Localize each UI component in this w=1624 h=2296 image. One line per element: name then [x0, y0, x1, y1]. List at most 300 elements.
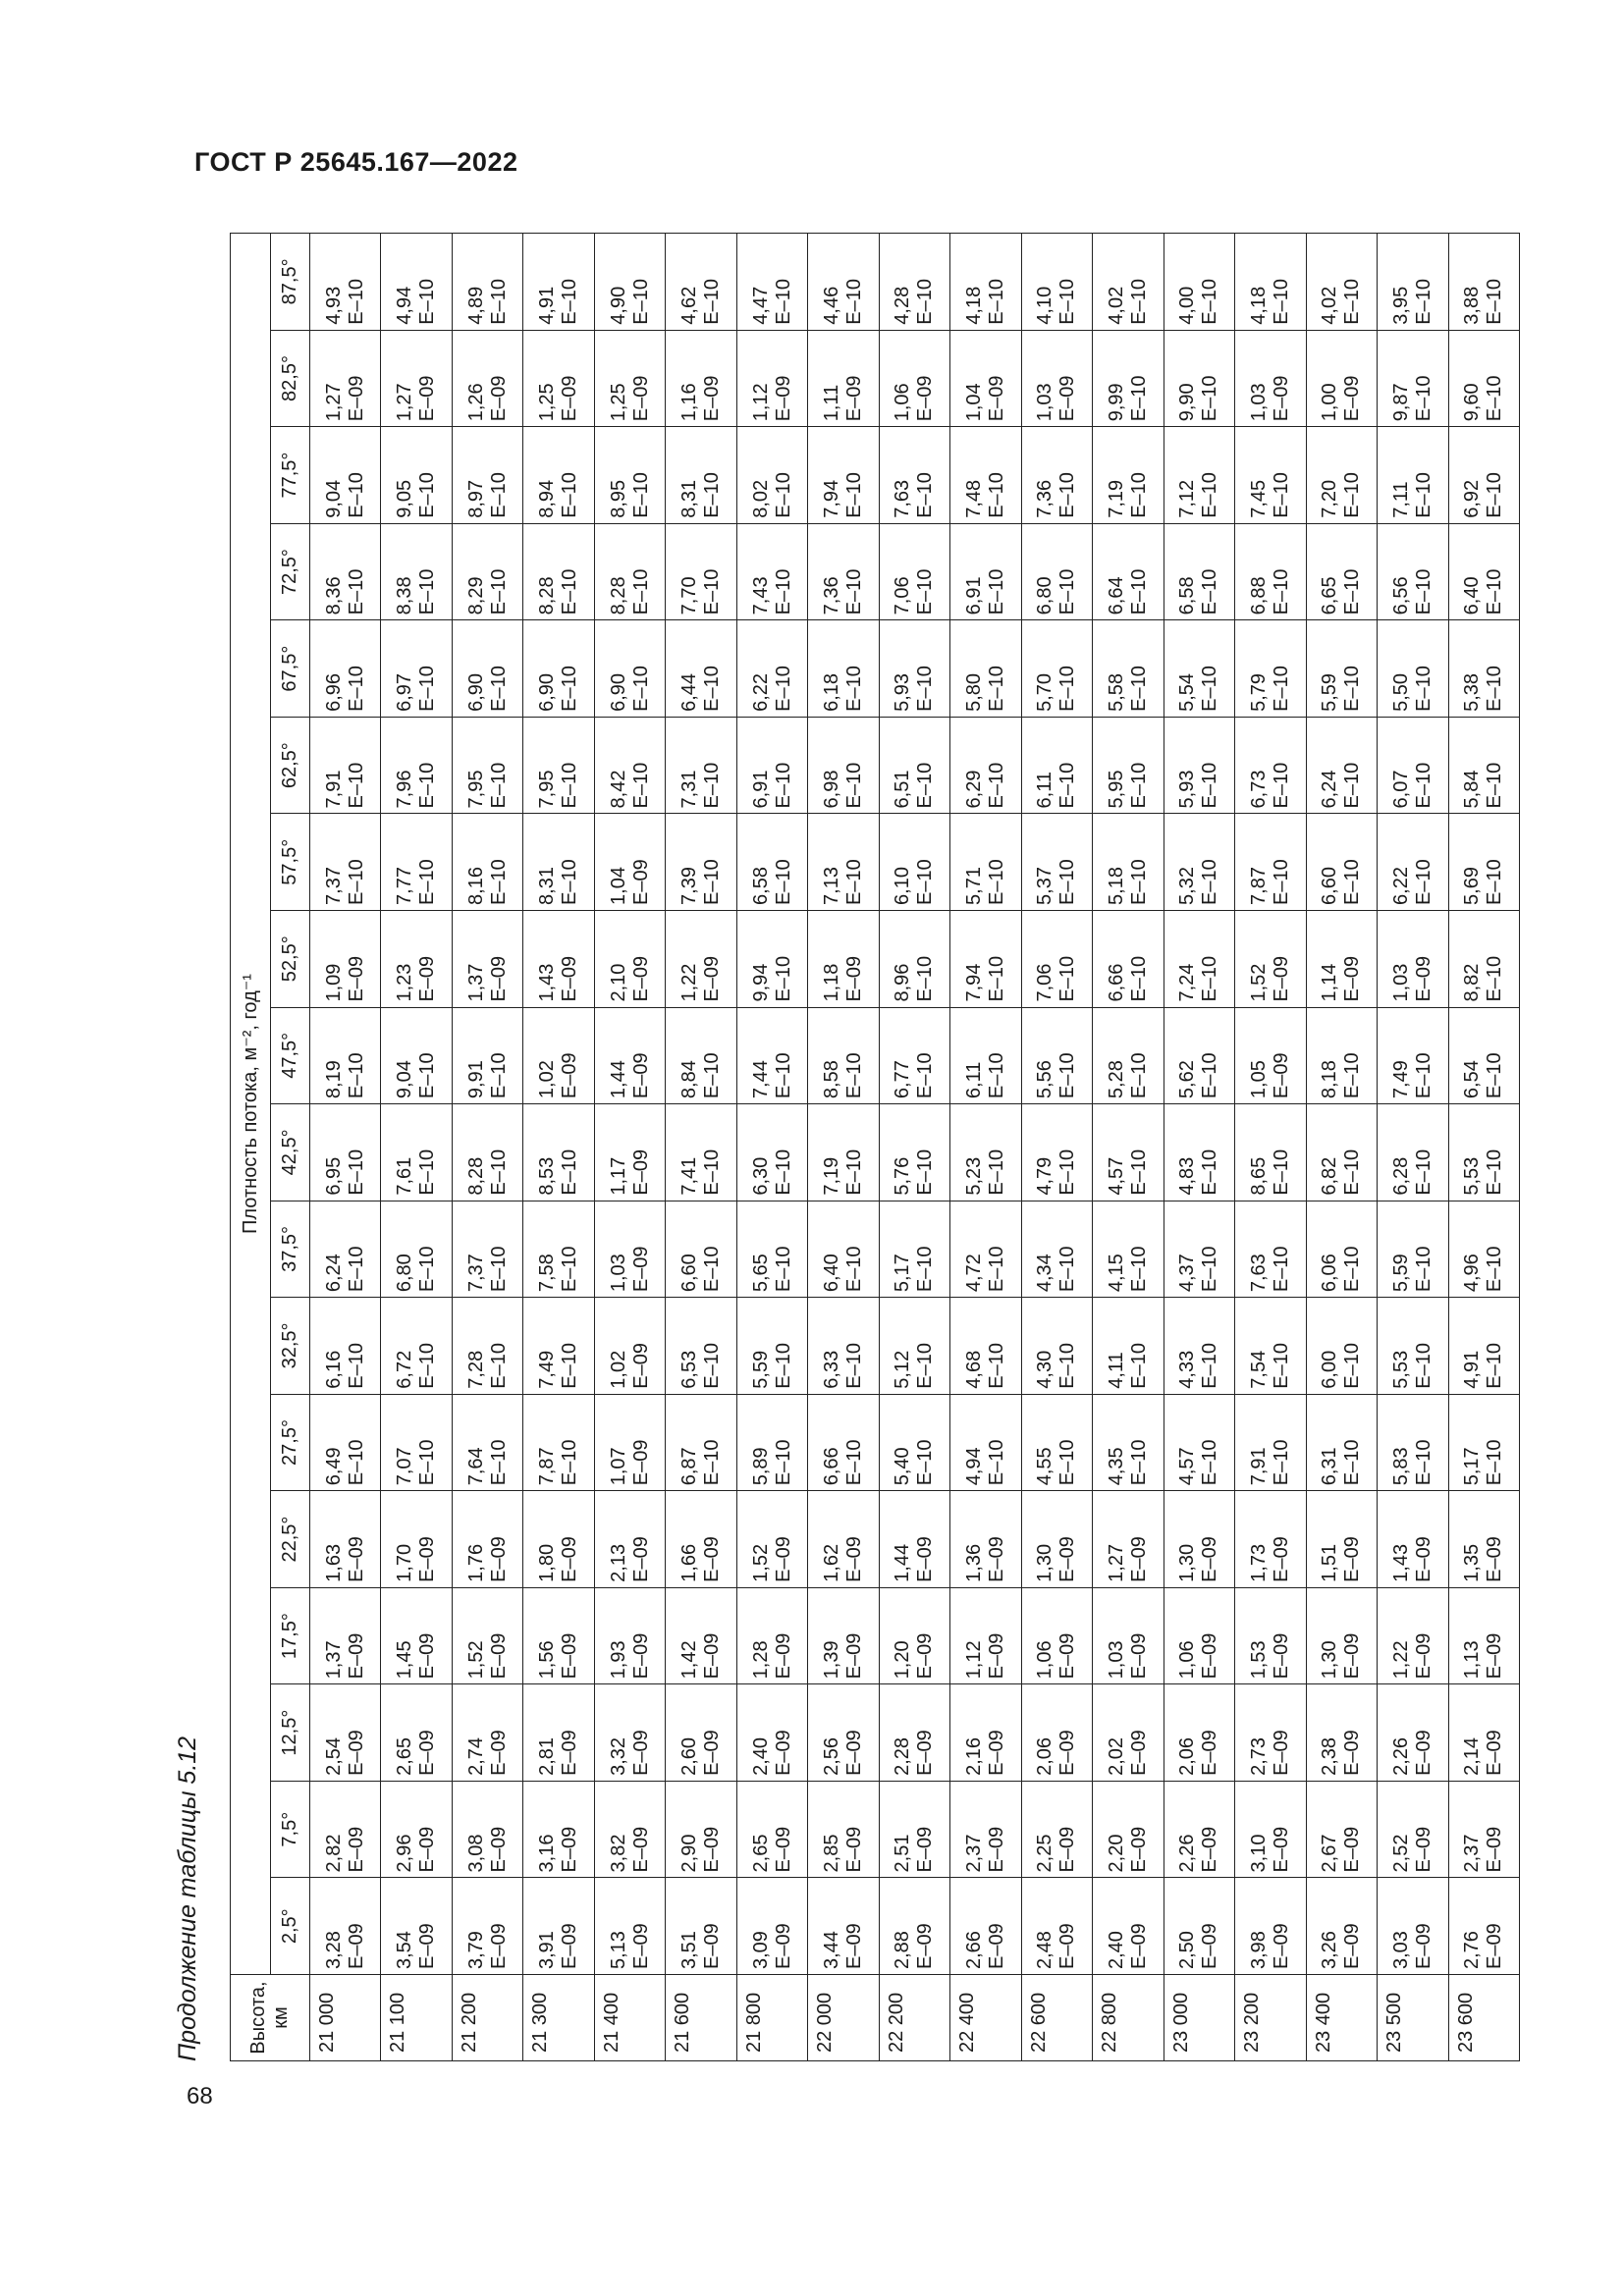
flux-mantissa: 6,88 [1247, 576, 1270, 615]
flux-value-cell [666, 717, 736, 814]
flux-mantissa: 5,13 [607, 1931, 629, 1969]
flux-mantissa: 7,96 [394, 770, 416, 809]
flux-mantissa: 3,08 [464, 1834, 487, 1873]
flux-value-cell [879, 330, 949, 427]
flux-mantissa: 4,94 [394, 286, 416, 325]
flux-value-cell [1378, 717, 1448, 814]
flux-value-cell [950, 1298, 1021, 1395]
flux-value-cell [736, 1878, 807, 1975]
flux-exponent: E–10 [843, 1246, 866, 1293]
flux-mantissa: 1,62 [821, 1543, 843, 1582]
flux-mantissa: 1,52 [464, 1640, 487, 1680]
flux-value-cell [594, 1394, 665, 1491]
flux-exponent: E–10 [1056, 1439, 1079, 1486]
flux-mantissa: 7,06 [1034, 963, 1056, 1002]
flux-exponent: E–10 [487, 568, 510, 615]
flux-value-cell [879, 1878, 949, 1975]
angle-header: 67,5° [271, 620, 310, 718]
flux-value-cell [1093, 1878, 1164, 1975]
altitude-cell: 21 300 [523, 1975, 594, 2061]
flux-value-cell [1093, 1684, 1164, 1782]
flux-exponent: E–10 [1056, 472, 1079, 518]
flux-exponent: E–10 [1341, 1052, 1364, 1099]
flux-exponent: E–10 [843, 1148, 866, 1196]
flux-exponent: E–10 [914, 666, 937, 712]
flux-exponent: E–10 [487, 1052, 510, 1099]
flux-exponent: E–10 [487, 859, 510, 905]
flux-value-cell [1235, 1781, 1306, 1878]
flux-value-cell [666, 1201, 736, 1298]
flux-exponent: E–09 [914, 1632, 937, 1680]
flux-exponent: E–10 [1199, 1439, 1221, 1486]
flux-value-cell [594, 523, 665, 620]
angle-header: 32,5° [271, 1298, 310, 1395]
flux-mantissa: 1,27 [1105, 1543, 1127, 1582]
flux-value-cell [666, 1878, 736, 1975]
table-container [230, 234, 1518, 2061]
flux-exponent: E–10 [985, 859, 1007, 905]
flux-exponent: E–09 [1270, 1826, 1292, 1873]
flux-value-cell [310, 910, 381, 1007]
table-caption: Продолжение таблицы 5.12 [174, 1735, 201, 2061]
flux-exponent: E–10 [1056, 666, 1079, 712]
flux-exponent: E–09 [345, 375, 367, 422]
flux-exponent: E–09 [1127, 1730, 1150, 1776]
table-row [452, 234, 522, 2061]
flux-value-cell [736, 1007, 807, 1104]
flux-value-cell [523, 427, 594, 524]
flux-mantissa: 2,50 [1176, 1931, 1199, 1969]
flux-value-cell [1021, 1298, 1092, 1395]
flux-exponent: E–09 [487, 1923, 510, 1969]
flux-mantissa: 7,87 [536, 1447, 559, 1486]
table-row [1306, 234, 1377, 2061]
flux-exponent: E–10 [701, 568, 724, 615]
flux-exponent: E–10 [1127, 955, 1150, 1002]
flux-value-cell [1448, 234, 1519, 331]
flux-mantissa: 7,64 [464, 1447, 487, 1486]
flux-mantissa: 4,02 [1105, 286, 1127, 325]
flux-mantissa: 8,53 [536, 1156, 559, 1196]
flux-mantissa: 7,31 [678, 770, 701, 809]
flux-exponent: E–10 [1341, 1148, 1364, 1196]
flux-mantissa: 1,00 [1319, 383, 1341, 422]
flux-value-cell [1235, 1684, 1306, 1782]
flux-exponent: E–10 [345, 472, 367, 518]
flux-exponent: E–09 [1199, 1923, 1221, 1969]
flux-mantissa: 1,04 [607, 867, 629, 905]
flux-exponent: E–10 [985, 762, 1007, 809]
flux-value-cell [879, 1298, 949, 1395]
flux-exponent: E–09 [629, 1536, 652, 1582]
flux-mantissa: 7,36 [821, 576, 843, 615]
flux-exponent: E–09 [629, 1052, 652, 1099]
flux-exponent: E–09 [985, 1632, 1007, 1680]
flux-mantissa: 8,29 [464, 576, 487, 615]
flux-value-cell [736, 234, 807, 331]
flux-exponent: E–10 [1199, 762, 1221, 809]
flux-mantissa: 9,60 [1461, 383, 1484, 422]
flux-exponent: E–10 [701, 762, 724, 809]
flux-mantissa: 2,37 [962, 1834, 985, 1873]
flux-value-cell [736, 1104, 807, 1201]
flux-value-cell [523, 1007, 594, 1104]
flux-mantissa: 1,28 [749, 1640, 772, 1680]
flux-value-cell [1448, 523, 1519, 620]
flux-mantissa: 3,10 [1247, 1834, 1270, 1873]
flux-mantissa: 1,45 [394, 1640, 416, 1680]
flux-exponent: E–10 [772, 666, 794, 712]
flux-value-cell [452, 620, 522, 718]
altitude-cell: 21 800 [736, 1975, 807, 2061]
flux-value-cell [1021, 1781, 1092, 1878]
flux-value-cell [381, 1104, 452, 1201]
flux-value-cell [950, 814, 1021, 911]
flux-mantissa: 3,44 [821, 1931, 843, 1969]
flux-mantissa: 7,91 [1247, 1447, 1270, 1486]
flux-exponent: E–09 [701, 1730, 724, 1776]
flux-value-cell [1021, 427, 1092, 524]
flux-mantissa: 5,80 [962, 672, 985, 712]
flux-value-cell [666, 814, 736, 911]
flux-value-cell [523, 717, 594, 814]
flux-mantissa: 5,59 [749, 1350, 772, 1389]
flux-exponent: E–09 [1127, 1826, 1150, 1873]
flux-mantissa: 2,88 [892, 1931, 914, 1969]
flux-exponent: E–10 [1056, 1246, 1079, 1293]
flux-value-cell [523, 1684, 594, 1782]
flux-mantissa: 5,40 [892, 1447, 914, 1486]
flux-exponent: E–10 [487, 472, 510, 518]
flux-mantissa: 7,49 [1389, 1060, 1412, 1099]
flux-value-cell [666, 910, 736, 1007]
flux-value-cell [381, 814, 452, 911]
flux-value-cell [1164, 1684, 1234, 1782]
flux-value-cell [523, 330, 594, 427]
flux-value-cell [1306, 717, 1377, 814]
flux-value-cell [594, 1201, 665, 1298]
flux-value-cell [950, 330, 1021, 427]
flux-value-cell [594, 427, 665, 524]
flux-value-cell [1093, 1201, 1164, 1298]
flux-exponent: E–10 [1412, 666, 1435, 712]
flux-mantissa: 7,24 [1176, 963, 1199, 1002]
flux-value-cell [666, 330, 736, 427]
flux-exponent: E–10 [487, 666, 510, 712]
flux-mantissa: 5,71 [962, 867, 985, 905]
flux-mantissa: 4,57 [1176, 1447, 1199, 1486]
flux-mantissa: 8,42 [607, 770, 629, 809]
flux-value-cell [452, 1491, 522, 1588]
flux-value-cell [808, 234, 879, 331]
flux-value-cell [1021, 717, 1092, 814]
flux-exponent: E–09 [416, 375, 439, 422]
flux-exponent: E–10 [487, 1148, 510, 1196]
flux-exponent: E–09 [1341, 1536, 1364, 1582]
flux-mantissa: 2,28 [892, 1736, 914, 1776]
flux-mantissa: 1,27 [322, 383, 345, 422]
flux-exponent: E–09 [985, 1730, 1007, 1776]
flux-mantissa: 2,65 [749, 1834, 772, 1873]
flux-exponent: E–09 [1412, 1826, 1435, 1873]
flux-mantissa: 1,22 [678, 963, 701, 1002]
flux-value-cell [381, 717, 452, 814]
flux-exponent: E–10 [1412, 1439, 1435, 1486]
flux-exponent: E–10 [416, 1246, 439, 1293]
flux-mantissa: 3,82 [607, 1834, 629, 1873]
flux-mantissa: 8,97 [464, 479, 487, 518]
flux-mantissa: 9,04 [322, 479, 345, 518]
flux-value-cell [381, 1394, 452, 1491]
flux-value-cell [523, 1878, 594, 1975]
flux-mantissa: 3,79 [464, 1931, 487, 1969]
flux-mantissa: 1,63 [322, 1543, 345, 1582]
flux-mantissa: 5,93 [1176, 770, 1199, 809]
flux-mantissa: 2,52 [1389, 1834, 1412, 1873]
flux-value-cell [1093, 1394, 1164, 1491]
flux-mantissa: 1,14 [1319, 963, 1341, 1002]
flux-exponent: E–09 [1341, 1632, 1364, 1680]
flux-value-cell [879, 523, 949, 620]
flux-exponent: E–09 [701, 1536, 724, 1582]
flux-mantissa: 6,53 [678, 1350, 701, 1389]
flux-mantissa: 3,88 [1461, 286, 1484, 325]
flux-mantissa: 8,65 [1247, 1156, 1270, 1196]
flux-value-cell [1306, 1007, 1377, 1104]
table-row [1448, 234, 1519, 2061]
flux-value-cell [1164, 1104, 1234, 1201]
flux-mantissa: 2,40 [749, 1736, 772, 1776]
flux-value-cell [1235, 234, 1306, 331]
flux-exponent: E–10 [701, 472, 724, 518]
flux-value-cell [452, 1394, 522, 1491]
flux-value-cell [1093, 523, 1164, 620]
flux-exponent: E–10 [1199, 278, 1221, 325]
flux-exponent: E–10 [772, 1148, 794, 1196]
flux-exponent: E–09 [487, 1826, 510, 1873]
flux-exponent: E–10 [1056, 1148, 1079, 1196]
flux-value-cell [381, 1684, 452, 1782]
flux-exponent: E–10 [772, 472, 794, 518]
flux-exponent: E–10 [985, 1052, 1007, 1099]
table-row [523, 234, 594, 2061]
flux-mantissa: 2,96 [394, 1834, 416, 1873]
flux-mantissa: 4,93 [322, 286, 345, 325]
flux-value-cell [594, 1878, 665, 1975]
flux-mantissa: 2,02 [1105, 1736, 1127, 1776]
flux-mantissa: 1,43 [536, 963, 559, 1002]
flux-mantissa: 6,30 [749, 1156, 772, 1196]
flux-mantissa: 1,53 [1247, 1640, 1270, 1680]
flux-exponent: E–10 [1127, 859, 1150, 905]
flux-value-cell [666, 1394, 736, 1491]
altitude-cell: 22 400 [950, 1975, 1021, 2061]
flux-value-cell [808, 1587, 879, 1684]
flux-exponent: E–10 [1056, 1052, 1079, 1099]
flux-exponent: E–10 [1270, 472, 1292, 518]
flux-exponent: E–10 [416, 1343, 439, 1389]
flux-exponent: E–10 [772, 955, 794, 1002]
flux-exponent: E–09 [1127, 1536, 1150, 1582]
flux-value-cell [879, 814, 949, 911]
flux-exponent: E–09 [1056, 1730, 1079, 1776]
flux-exponent: E–09 [701, 1826, 724, 1873]
flux-mantissa: 1,18 [821, 963, 843, 1002]
flux-value-cell [879, 620, 949, 718]
flux-value-cell [736, 1491, 807, 1588]
flux-mantissa: 4,90 [607, 286, 629, 325]
flux-mantissa: 8,84 [678, 1060, 701, 1099]
flux-value-cell [1378, 523, 1448, 620]
flux-exponent: E–09 [629, 1730, 652, 1776]
flux-mantissa: 3,32 [607, 1736, 629, 1776]
flux-value-cell [523, 1201, 594, 1298]
flux-value-cell [1093, 1104, 1164, 1201]
flux-exponent: E–10 [1127, 1246, 1150, 1293]
flux-value-cell [594, 1684, 665, 1782]
flux-value-cell [879, 1781, 949, 1878]
flux-exponent: E–09 [985, 1923, 1007, 1969]
flux-value-cell [381, 427, 452, 524]
flux-value-cell [1306, 1684, 1377, 1782]
flux-value-cell [879, 1007, 949, 1104]
flux-mantissa: 1,76 [464, 1543, 487, 1582]
flux-mantissa: 6,80 [1034, 576, 1056, 615]
flux-exponent: E–10 [772, 1343, 794, 1389]
flux-exponent: E–09 [701, 1632, 724, 1680]
flux-exponent: E–10 [1127, 666, 1150, 712]
flux-exponent: E–10 [345, 1343, 367, 1389]
flux-exponent: E–10 [559, 762, 581, 809]
flux-mantissa: 1,80 [536, 1543, 559, 1582]
flux-exponent: E–09 [1412, 1730, 1435, 1776]
flux-exponent: E–10 [416, 1439, 439, 1486]
flux-exponent: E–10 [1412, 1246, 1435, 1293]
flux-mantissa: 4,62 [678, 286, 701, 325]
flux-exponent: E–09 [985, 375, 1007, 422]
flux-value-cell [808, 1491, 879, 1588]
flux-exponent: E–10 [1412, 859, 1435, 905]
flux-value-cell [310, 1007, 381, 1104]
flux-value-cell [1164, 1878, 1234, 1975]
flux-value-cell [1093, 1587, 1164, 1684]
flux-value-cell [1306, 523, 1377, 620]
flux-mantissa: 2,60 [678, 1736, 701, 1776]
flux-exponent: E–10 [1412, 472, 1435, 518]
flux-value-cell [1306, 1781, 1377, 1878]
flux-exponent: E–09 [1270, 1052, 1292, 1099]
flux-exponent: E–09 [914, 1730, 937, 1776]
flux-mantissa: 5,65 [749, 1254, 772, 1293]
flux-value-cell [1021, 1491, 1092, 1588]
flux-mantissa: 8,16 [464, 867, 487, 905]
flux-mantissa: 7,95 [464, 770, 487, 809]
flux-value-cell [594, 1298, 665, 1395]
flux-exponent: E–10 [1199, 375, 1221, 422]
flux-value-cell [879, 1491, 949, 1588]
flux-value-cell [1448, 717, 1519, 814]
angle-header: 2,5° [271, 1878, 310, 1975]
flux-value-cell [950, 1201, 1021, 1298]
flux-value-cell [310, 1104, 381, 1201]
flux-value-cell [879, 1587, 949, 1684]
flux-value-cell [808, 717, 879, 814]
altitude-cell: 22 200 [879, 1975, 949, 2061]
flux-mantissa: 1,25 [536, 383, 559, 422]
flux-mantissa: 2,82 [322, 1834, 345, 1873]
flux-mantissa: 1,11 [821, 384, 843, 422]
flux-mantissa: 1,03 [1247, 383, 1270, 422]
flux-mantissa: 2,90 [678, 1834, 701, 1873]
flux-exponent: E–10 [1127, 375, 1150, 422]
flux-mantissa: 1,03 [607, 1254, 629, 1293]
flux-exponent: E–09 [487, 955, 510, 1002]
flux-mantissa: 8,94 [536, 479, 559, 518]
flux-mantissa: 5,54 [1176, 672, 1199, 712]
flux-value-cell [452, 427, 522, 524]
flux-mantissa: 1,06 [892, 383, 914, 422]
flux-value-cell [666, 1587, 736, 1684]
flux-exponent: E–10 [701, 859, 724, 905]
flux-exponent: E–10 [629, 568, 652, 615]
flux-mantissa: 7,77 [394, 867, 416, 905]
flux-value-cell [452, 1201, 522, 1298]
flux-exponent: E–10 [1199, 1052, 1221, 1099]
flux-value-cell [1235, 330, 1306, 427]
flux-mantissa: 6,91 [962, 576, 985, 615]
altitude-cell: 22 000 [808, 1975, 879, 2061]
flux-value-cell [1164, 1491, 1234, 1588]
flux-value-cell [1378, 1298, 1448, 1395]
flux-exponent: E–09 [772, 1632, 794, 1680]
flux-exponent: E–09 [1056, 1632, 1079, 1680]
flux-value-cell [1448, 1587, 1519, 1684]
flux-value-cell [736, 1781, 807, 1878]
flux-exponent: E–10 [914, 1246, 937, 1293]
flux-exponent: E–09 [559, 1632, 581, 1680]
flux-mantissa: 1,73 [1247, 1543, 1270, 1582]
flux-mantissa: 6,07 [1389, 770, 1412, 809]
flux-mantissa: 2,13 [607, 1543, 629, 1582]
flux-exponent: E–10 [1412, 375, 1435, 422]
flux-value-cell [1021, 1587, 1092, 1684]
flux-value-cell [381, 620, 452, 718]
flux-value-cell [950, 1104, 1021, 1201]
flux-value-cell [950, 910, 1021, 1007]
flux-mantissa: 7,58 [536, 1254, 559, 1293]
flux-exponent: E–09 [1484, 1730, 1506, 1776]
flux-mantissa: 1,23 [394, 963, 416, 1002]
flux-mantissa: 1,22 [1389, 1640, 1412, 1680]
flux-value-cell [736, 1201, 807, 1298]
flux-exponent: E–10 [914, 762, 937, 809]
flux-mantissa: 2,20 [1105, 1834, 1127, 1873]
flux-value-cell [381, 1878, 452, 1975]
flux-value-cell [1378, 1587, 1448, 1684]
flux-value-cell [736, 1298, 807, 1395]
flux-mantissa: 1,03 [1105, 1640, 1127, 1680]
flux-mantissa: 4,33 [1176, 1350, 1199, 1389]
flux-mantissa: 2,74 [464, 1736, 487, 1776]
flux-exponent: E–09 [1199, 1632, 1221, 1680]
flux-value-cell [1235, 1587, 1306, 1684]
flux-mantissa: 1,51 [1319, 1543, 1341, 1582]
flux-mantissa: 1,44 [607, 1060, 629, 1099]
flux-value-cell [1021, 1394, 1092, 1491]
flux-exponent: E–10 [985, 1148, 1007, 1196]
flux-exponent: E–09 [1056, 1826, 1079, 1873]
flux-exponent: E–10 [559, 1439, 581, 1486]
